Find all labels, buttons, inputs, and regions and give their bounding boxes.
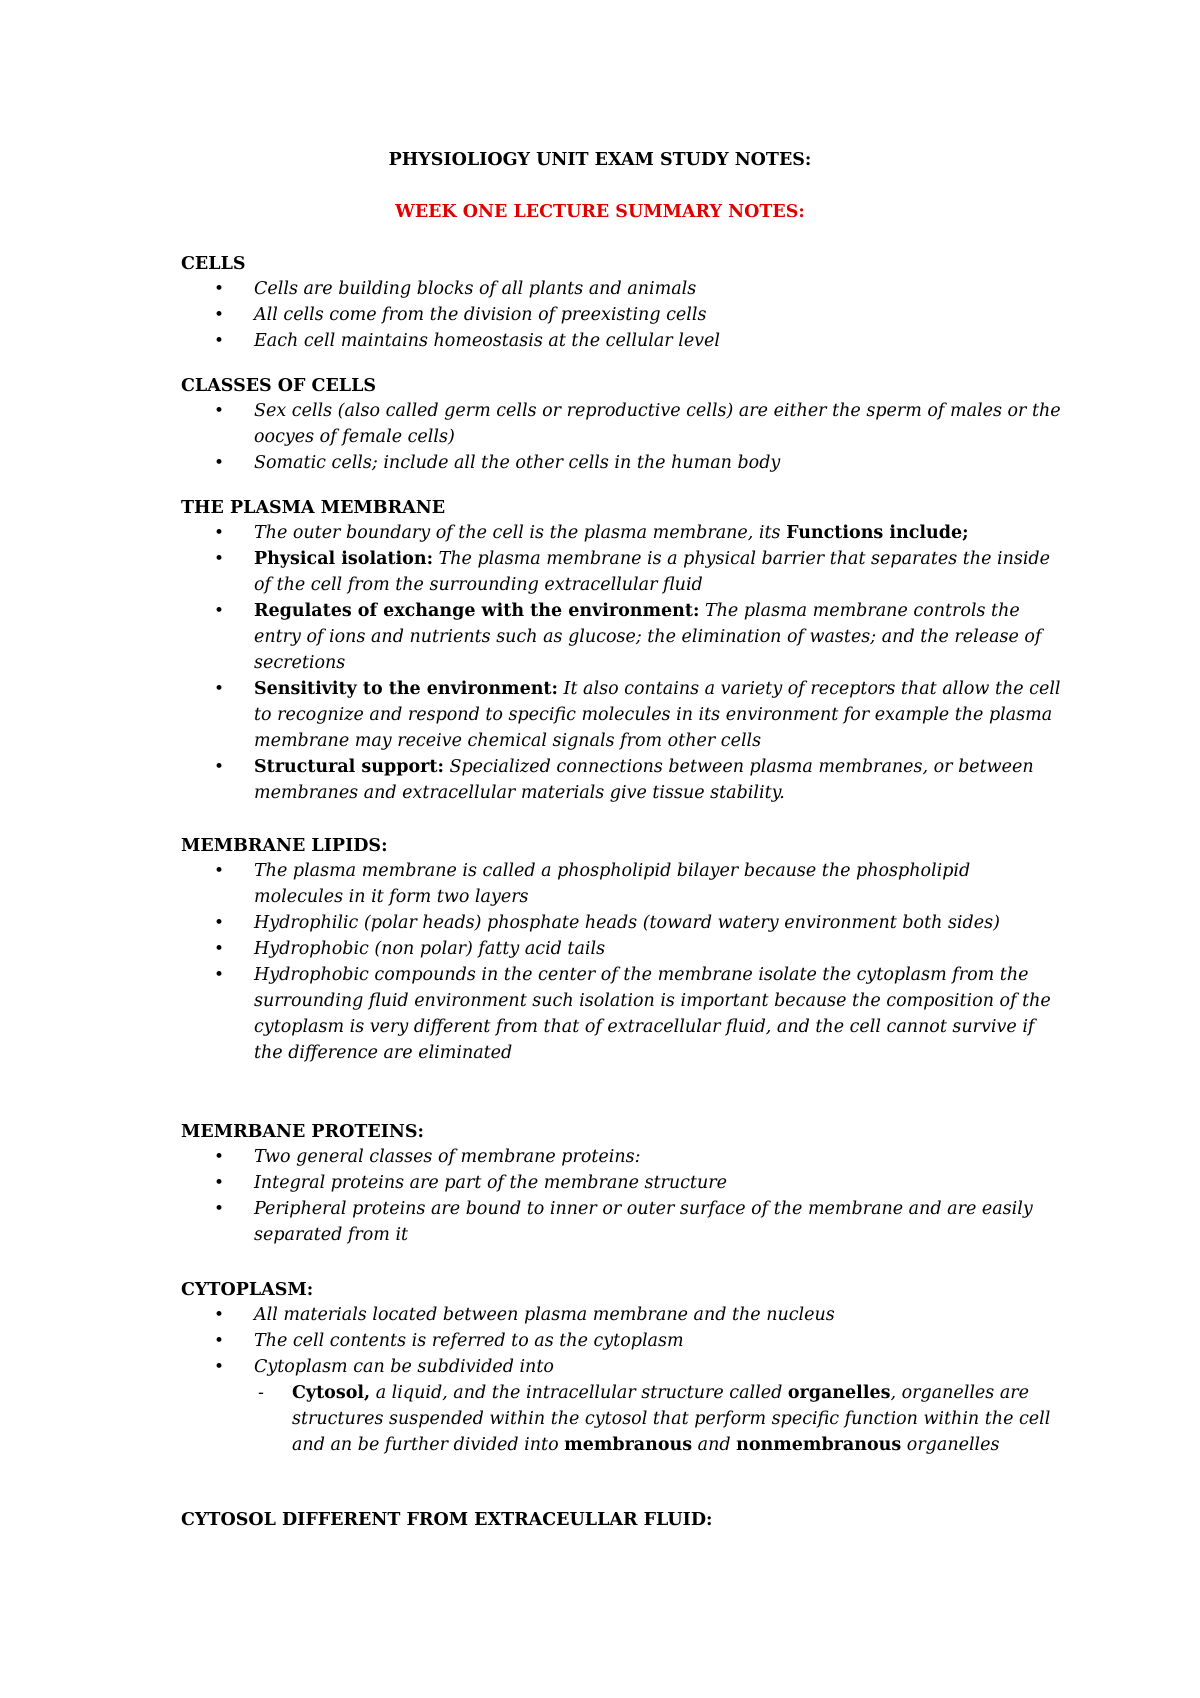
section-cytosol [181, 1508, 1061, 1532]
bullet-list [181, 520, 1061, 806]
item-text: organelles [901, 1435, 1000, 1455]
item-text: , organelles are structures suspended within the cytosol that perform specific function within the cell and an be further divided into [292, 1383, 1051, 1455]
section-membrane-lipids [181, 834, 1061, 1066]
sub-list [181, 1380, 1061, 1458]
item-bold-text: organelles [787, 1383, 891, 1403]
list-item: • The plasma membrane is called a phospholipid bilayer because the phospholipid molecules in it form two layers [181, 858, 1061, 910]
section-membrane-proteins [181, 1120, 1061, 1248]
bullet-list [181, 398, 1061, 476]
item-text: Specialized connections between plasma membranes, or between membranes and extracellular materials give tissue stability. [254, 757, 1034, 803]
list-item: • Hydrophilic (polar heads) phosphate heads (toward watery environment both sides) [181, 910, 1061, 936]
list-item: • Each cell maintains homeostasis at the cellular level [181, 328, 1061, 354]
item-bold-text: Structural support: [254, 757, 444, 777]
document-subtitle: WEEK ONE LECTURE SUMMARY NOTES: [395, 202, 805, 222]
list-item: • Sex cells (also called germ cells or reproductive cells) are either the sperm of males or the oocyes of female cells) [181, 398, 1061, 450]
item-bold-text: nonmembranous [736, 1435, 902, 1455]
section-heading: CYTOSOL DIFFERENT FROM EXTRACEULLAR FLUID: [181, 1510, 713, 1530]
list-item: • All cells come from the division of preexisting cells [181, 302, 1061, 328]
bullet-list [181, 858, 1061, 1066]
item-bold-text: Physical isolation: [254, 549, 434, 569]
list-item: • Cytoplasm can be subdivided into [181, 1354, 1061, 1380]
section-cells [181, 252, 1061, 354]
item-bold-text: Sensitivity to the environment: [254, 679, 558, 699]
list-item: • Hydrophobic (non polar) fatty acid tails [181, 936, 1061, 962]
item-text: It also contains a variety of receptors that allow the cell to recognize and respond to specific molecules in its environment for example the plasma membrane may receive chemical signals from other cells [254, 679, 1061, 751]
list-item: • Hydrophobic compounds in the center of the membrane isolate the cytoplasm from the surrounding fluid environment such isolation is important because the composition of the cytoplasm is very different from that of extracellular fluid, and the cell cannot survive if the difference are eliminated [181, 962, 1061, 1066]
item-text: The plasma membrane is a physical barrier that separates the inside of the cell from the surrounding extracellular fluid [254, 549, 1050, 595]
document-title: PHYSIOLIOGY UNIT EXAM STUDY NOTES: [388, 150, 812, 170]
section-cytoplasm [181, 1278, 1061, 1458]
list-item: • Cells are building blocks of all plants and animals [181, 276, 1061, 302]
item-bold-text: Cytosol, [292, 1383, 371, 1403]
item-text: a liquid, and the intracellular structure called [370, 1383, 788, 1403]
list-item: • Two general classes of membrane proteins: [181, 1144, 1061, 1170]
section-heading: THE PLASMA MEMBRANE [181, 498, 446, 518]
item-text: and [692, 1435, 737, 1455]
item-text: The outer boundary of the cell is the plasma membrane, its [254, 523, 787, 543]
list-item: • The cell contents is referred to as the cytoplasm [181, 1328, 1061, 1354]
list-item [181, 754, 1061, 806]
list-item [181, 676, 1061, 754]
sub-list-item [181, 1380, 1061, 1458]
item-text: The plasma membrane controls the entry of ions and nutrients such as glucose; the elimination of wastes; and the release of secretions [254, 601, 1042, 673]
list-item [181, 520, 1061, 546]
list-item [181, 546, 1061, 598]
list-item [181, 598, 1061, 676]
section-classes-of-cells [181, 374, 1061, 476]
section-heading: CELLS [181, 254, 246, 274]
section-plasma-membrane [181, 496, 1061, 806]
item-bold-text: Functions include; [786, 523, 969, 543]
section-heading: MEMRBANE PROTEINS: [181, 1122, 425, 1142]
bullet-list [181, 1144, 1061, 1248]
bullet-list [181, 276, 1061, 354]
section-heading: MEMBRANE LIPIDS: [181, 836, 388, 856]
section-heading: CYTOPLASM: [181, 1280, 314, 1300]
list-item: • Integral proteins are part of the membrane structure [181, 1170, 1061, 1196]
list-item: • All materials located between plasma membrane and the nucleus [181, 1302, 1061, 1328]
list-item: • Peripheral proteins are bound to inner or outer surface of the membrane and are easily separated from it [181, 1196, 1061, 1248]
item-bold-text: membranous [564, 1435, 693, 1455]
section-heading: CLASSES OF CELLS [181, 376, 377, 396]
list-item: • Somatic cells; include all the other cells in the human body [181, 450, 1061, 476]
bullet-list [181, 1302, 1061, 1380]
item-bold-text: Regulates of exchange with the environment: [254, 601, 700, 621]
